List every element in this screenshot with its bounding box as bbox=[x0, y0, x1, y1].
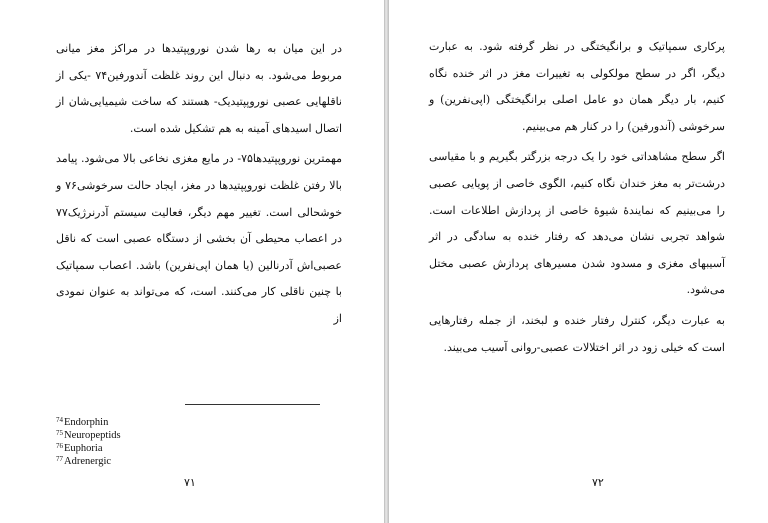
left-paragraph-2: مهمترین نوروپپتیدها‌۷۵- در مایع مغزی نخاعی بالا می‌شود. پیامد بالا رفتن غلظت نوروپپتیدها در مغز، ایجاد حالت سرخوشی‌۷۶ و خوشحالی است. تغییر مهم دیگر، فعالیت سیستم آدرنرژیک‌۷۷ در اعصاب محیطی آن بخشی از دستگاه عصبی است که ناقل عصبی‌اش آدرنالین (یا همان اپی‌نفرین) باشد. اعصاب سمپاتیک با چنین ناقلی کار می‌کنند. است، که می‌تواند به عنوان نمودی از bbox=[56, 152, 342, 325]
footnote-item: $^{77}$Adrenergic bbox=[56, 455, 112, 467]
right-paragraph-1: پرکاری سمپاتیک و برانگیختگی در نظر گرفته شود. به عبارت دیگر، اگر در سطح مولکولی به تغییرات مغز در اثر خنده نگاه کنیم، بار دیگر همان دو عامل اصلی برانگیختگی (اپی‌نفرین) و سرخوشی (آندورفین) را در کنار هم می‌بینیم. bbox=[429, 40, 725, 133]
right-paragraph-2: اگر سطح مشاهداتی خود را یک درجه بزرگتر بگیریم و با مقیاسی درشت‌تر به مغز خندان نگاه کنیم، الگوی خاصی از پویایی عصبی را می‌بینیم که نمایندهٔ شیوهٔ خاصی از پردازش اطلاعات است. شواهد تجربی نشان می‌دهد که رفتار خنده به سادگی در اثر آسیبهای مغزی و مسدود شدن مسیرهای پردازش عصبی مختل می‌شود. bbox=[429, 150, 725, 297]
footnote-divider bbox=[185, 404, 320, 405]
right-page bbox=[389, 0, 768, 523]
right-paragraph-3: به عبارت دیگر، کنترل رفتار خنده و لبخند، از جمله رفتارهایی است که خیلی زود در اثر اختلالات عصبی-روانی آسیب می‌بیند. bbox=[429, 313, 725, 354]
left-page-body bbox=[56, 36, 342, 333]
right-page-body bbox=[429, 34, 725, 361]
page-number-right: ۷۲ bbox=[592, 476, 604, 489]
page-number-left: ۷۱ bbox=[184, 476, 196, 489]
footnotes bbox=[56, 416, 121, 468]
footnote-item: $^{76}$Euphoria bbox=[56, 442, 103, 454]
footnote-item: $^{75}$Neuropeptids bbox=[56, 429, 121, 441]
left-paragraph-1: در این میان به رها شدن نوروپپتیدها در مراکز مغز میانی مربوط می‌شود. به دنبال این روند غلظت آندورفین‌۷۴ -یکی از ناقلهایی عصبی نوروپپتیدیک- هستند که ساخت شیمیایی‌شان از اتصال اسیدهای آمینه به هم تشکیل شده است. bbox=[56, 42, 342, 135]
footnote-item: $^{74}$Endorphin bbox=[56, 416, 109, 428]
